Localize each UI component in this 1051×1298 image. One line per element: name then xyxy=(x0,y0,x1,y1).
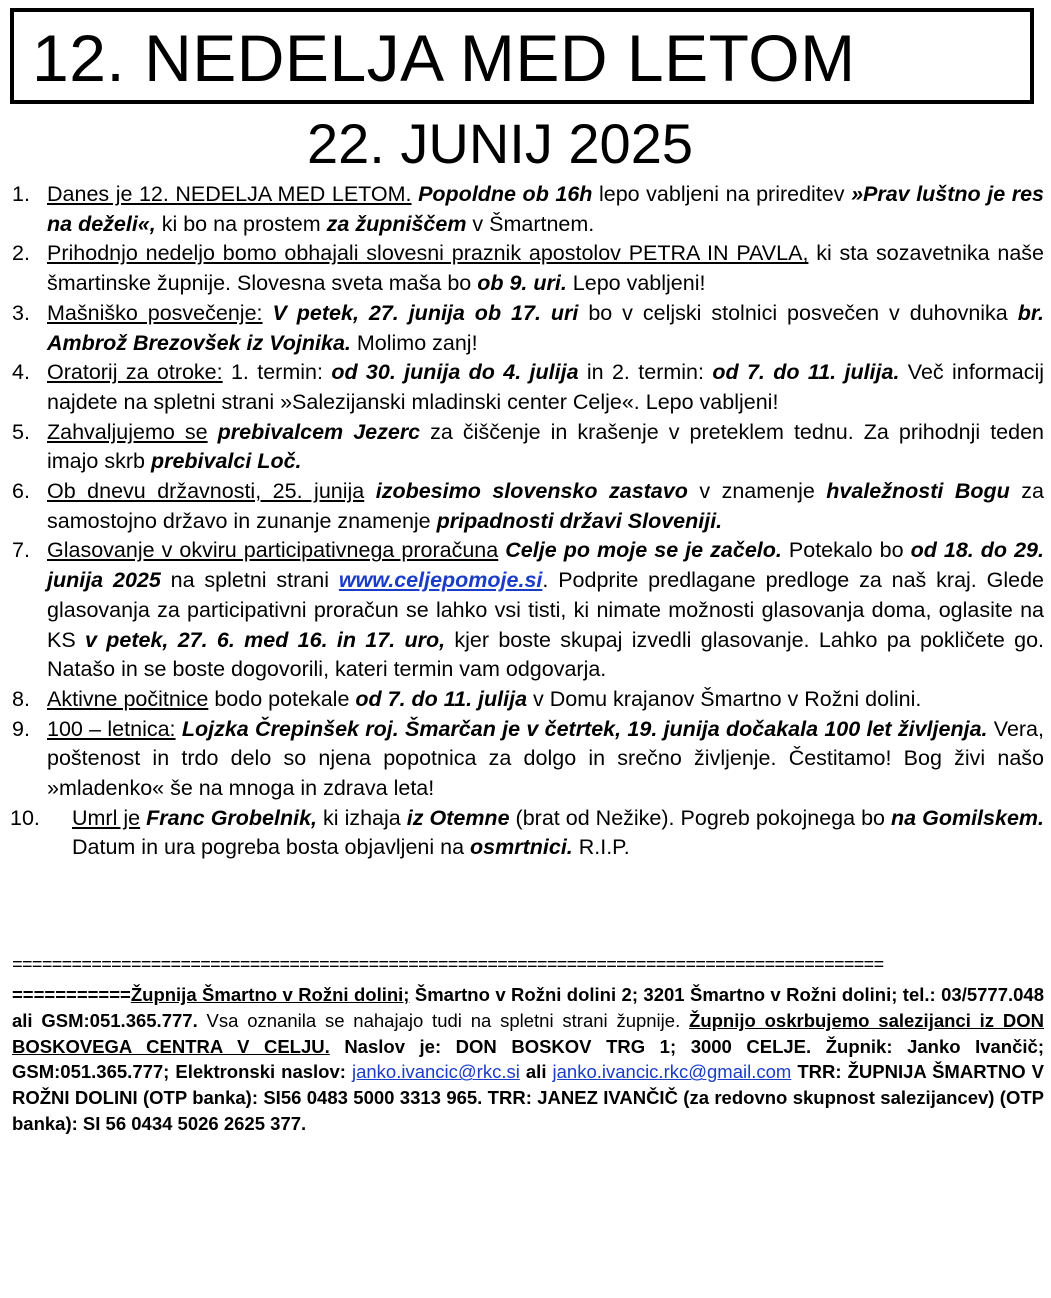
item-number: 7. xyxy=(12,538,30,563)
list-item: 3. Mašniško posvečenje: V petek, 27. junija ob 17. uri bo v celjski stolnici posvečen v duhovnika br. Ambrož Brezovšek iz Vojnika. Molimo zanj! xyxy=(12,300,1045,355)
list-item: 9. 100 – letnica: Lojzka Črepinšek roj. Šmarčan je v četrtek, 19. junija dočakala 100 let življenja. Vera, poštenost in trdo delo so njena popotnica za dolgo in srečno življenje. Čestitamo! Bog živi našo »mladenko« še na mnoga in zdrava leta! xyxy=(12,716,1044,801)
item-number: 2. xyxy=(12,241,30,266)
list-item: 2. Prihodnjo nedeljo bomo obhajali slovesni praznik apostolov PETRA IN PAVLA, ki sta sozavetnika naše šmartinske župnije. Slovesna sveta maša bo ob 9. uri. Lepo vabljeni! xyxy=(12,241,1044,296)
footer-info: ===========Župnija Šmartno v Rožni dolini; Šmartno v Rožni dolini 2; 3201 Šmartno v Rožni dolini; tel.: 03/5777.048 ali GSM:051.365.777. Vsa oznanila se nahajajo tudi na spletni strani župnije. Župnijo oskrbujemo salezijanci iz DON BOSKOVEGA CENTRA V CELJU. Naslov je: DON BOSKOV TRG 1; 3000 CELJE. Župnik: Janko Ivančič; GSM:051.365.777; Elektronski naslov: janko.ivancic@rkc.si ali janko.ivancic.rkc@gmail.com TRR: ŽUPNIJA ŠMARTNO V ROŽNI DOLINI (OTP banka): SI56 0483 5000 3313 965. TRR: JANEZ IVANČIČ (za redovno skupnost salezijancev) (OTP banka): SI 56 0434 5026 2625 377. xyxy=(12,984,1044,1134)
list-item: 1. Danes je 12. NEDELJA MED LETOM. Popoldne ob 16h lepo vabljeni na prireditev »Prav luštno je res na deželi«, ki bo na prostem za župniščem v Šmartnem. xyxy=(12,182,1044,236)
list-item: 8. Aktivne počitnice bodo potekale od 7. do 11. julija v Domu krajanov Šmartno v Rožni dolini. xyxy=(12,685,1044,715)
announcement-list xyxy=(12,180,1044,863)
item-number: 6. xyxy=(12,479,30,504)
list-item: 5. Zahvaljujemo se prebivalcem Jezerc za čiščenje in krašenje v preteklem tednu. Za prihodnji teden imajo skrb prebivalci Loč. xyxy=(12,419,1044,474)
website-link[interactable]: www.celjepomoje.si xyxy=(338,568,543,593)
page-title: 12. NEDELJA MED LETOM xyxy=(32,21,856,95)
list-item: 7. Glasovanje v okviru participativnega proračuna Celje po moje se je začelo. Potekalo bo od 18. do 29. junija 2025 na spletni strani www.celjepomoje.si. Podprite predlagane predloge za naš kraj. Glede glasovanja za participativni proračun se lahko vsi tisti, ki nimate možnosti glasovanja doma, oglasite na KS v petek, 27. 6. med 16. in 17. uro, kjer boste skupaj izvedli glasovanje. Lahko pa pokličete go. Natašo in se boste dogovorili, kateri termin vam odgovarja. xyxy=(12,538,1044,682)
item-number: 8. xyxy=(12,686,30,711)
list-item: 6. Ob dnevu državnosti, 25. junija izobesimo slovensko zastavo v znamenje hvaležnosti Bogu za samostojno državo in zunanje znamenje pripadnosti državi Sloveniji. xyxy=(12,479,1044,533)
list-item: 10. Umrl je Franc Grobelnik, ki izhaja iz Otemne (brat od Nežike). Pogreb pokojnega bo na Gomilskem. Datum in ura pogreba bosta objavljeni na osmrtnici. R.I.P. xyxy=(10,805,1044,860)
email-link-1[interactable]: janko.ivancic@rkc.si xyxy=(351,1061,520,1083)
email-link-2[interactable]: janko.ivancic.rkc@gmail.com xyxy=(552,1061,792,1083)
title-box xyxy=(10,8,1034,104)
list-item: 4. Oratorij za otroke: 1. termin: od 30. junija do 4. julija in 2. termin: od 7. do 11. julija. Več informacij najdete na spletni strani »Salezijanski mladinski center Celje«. Lepo vabljeni! xyxy=(12,360,1044,414)
separator-line: ======================================================================================== xyxy=(12,956,884,976)
item-number: 10. xyxy=(10,805,40,830)
item-number: 4. xyxy=(12,360,30,385)
parish-name: Župnija Šmartno v Rožni dolini; xyxy=(130,984,410,1005)
item-number: 5. xyxy=(12,419,30,444)
item-number: 3. xyxy=(12,300,30,325)
page-date: 22. JUNIJ 2025 xyxy=(307,112,693,175)
item-number: 1. xyxy=(12,182,30,206)
item-number: 9. xyxy=(12,716,30,741)
